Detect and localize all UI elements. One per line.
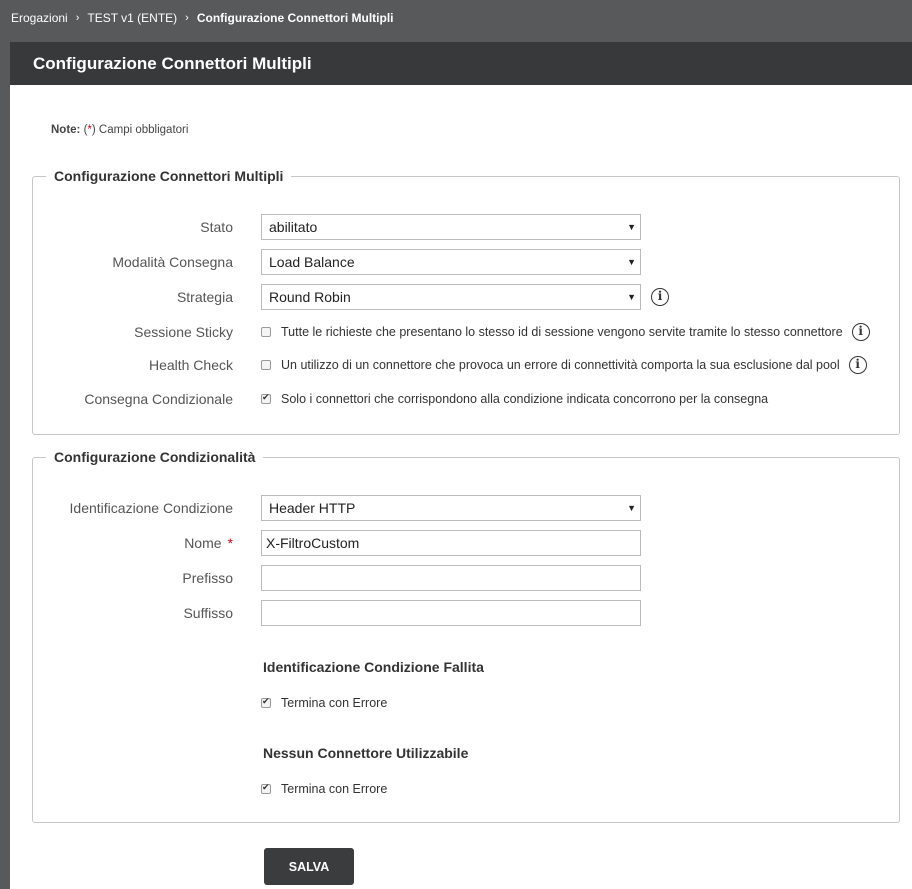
suffisso-label: Suffisso	[183, 605, 233, 621]
suffisso-input[interactable]	[261, 600, 641, 626]
row-suffisso	[33, 600, 899, 626]
modalita-select[interactable]	[261, 249, 641, 275]
strategia-value: Round Robin	[269, 289, 351, 305]
fieldset-condizionalita	[32, 449, 900, 823]
fieldset-connettori-multipli	[32, 168, 900, 435]
breadcrumb	[0, 0, 912, 36]
identificazione-select[interactable]	[261, 495, 641, 521]
caret-down-icon: ▼	[627, 503, 636, 513]
condizionale-label: Consegna Condizionale	[84, 391, 233, 407]
identificazione-value: Header HTTP	[269, 500, 356, 516]
note-label: Note:	[51, 124, 81, 136]
modalita-label: Modalità Consegna	[112, 254, 233, 270]
info-icon[interactable]: i	[852, 323, 870, 341]
modalita-value: Load Balance	[269, 254, 355, 270]
sticky-text: Tutte le richieste che presentano lo stesso id di sessione vengono servite tramite lo stesso connettore	[281, 325, 843, 339]
prefisso-label: Prefisso	[182, 570, 233, 586]
nessun-checkbox[interactable]	[261, 784, 271, 794]
page-title: Configurazione Connettori Multipli	[10, 42, 912, 85]
required-note	[51, 124, 188, 136]
nome-label-text: Nome	[184, 535, 222, 551]
nome-input[interactable]: X-FiltroCustom	[261, 530, 641, 556]
row-fallita	[33, 690, 899, 716]
required-star: *	[227, 535, 233, 551]
breadcrumb-item-erogazioni[interactable]: Erogazioni	[11, 11, 68, 25]
fallita-title: Identificazione Condizione Fallita	[263, 659, 484, 675]
fieldset-legend: Configurazione Connettori Multipli	[54, 168, 284, 184]
required-star: *	[87, 124, 92, 136]
condizionale-text: Solo i connettori che corrispondono alla condizione indicata concorrono per la consegna	[281, 392, 769, 406]
save-button[interactable]: SALVA	[264, 848, 354, 885]
caret-down-icon: ▼	[627, 257, 636, 267]
row-nessun	[33, 776, 899, 802]
row-nome	[33, 530, 899, 556]
main-panel	[10, 42, 912, 889]
sticky-checkbox[interactable]	[261, 327, 271, 337]
fieldset-legend: Configurazione Condizionalità	[54, 449, 256, 465]
note-text: ) Campi obbligatori	[91, 124, 189, 136]
nessun-title: Nessun Connettore Utilizzabile	[263, 745, 469, 761]
chevron-right-icon: ›	[185, 12, 189, 24]
prefisso-input[interactable]	[261, 565, 641, 591]
info-icon[interactable]: i	[849, 356, 867, 374]
identificazione-label: Identificazione Condizione	[69, 500, 233, 516]
row-condizionale	[33, 386, 899, 412]
info-icon[interactable]: i	[651, 288, 669, 306]
chevron-right-icon: ›	[75, 12, 80, 24]
strategia-label: Strategia	[176, 289, 233, 305]
breadcrumb-item-test[interactable]: TEST v1 (ENTE)	[87, 11, 178, 25]
fallita-checkbox[interactable]	[261, 698, 271, 708]
caret-down-icon: ▼	[627, 292, 636, 302]
health-label: Health Check	[148, 357, 233, 373]
row-sticky	[33, 319, 899, 345]
caret-down-icon: ▼	[627, 222, 636, 232]
row-strategia	[33, 284, 899, 310]
sticky-label: Sessione Sticky	[134, 324, 233, 340]
stato-label: Stato	[200, 219, 233, 235]
row-health	[33, 352, 899, 378]
stato-value: abilitato	[269, 219, 318, 235]
health-text: Un utilizzo di un connettore che provoca un errore di connettività comporta la sua esclusione dal pool	[281, 358, 840, 372]
stato-select[interactable]	[261, 214, 641, 240]
row-stato	[33, 214, 899, 240]
note-open: (	[80, 124, 88, 136]
nessun-text: Termina con Errore	[281, 782, 388, 796]
strategia-select[interactable]	[261, 284, 641, 310]
breadcrumb-current: Configurazione Connettori Multipli	[196, 11, 394, 25]
nome-label	[184, 530, 233, 556]
row-modalita	[33, 249, 899, 275]
condizionale-checkbox[interactable]	[261, 394, 271, 404]
row-prefisso	[33, 565, 899, 591]
row-identificazione	[33, 495, 899, 521]
health-checkbox[interactable]	[261, 360, 271, 370]
fallita-text: Termina con Errore	[281, 696, 388, 710]
